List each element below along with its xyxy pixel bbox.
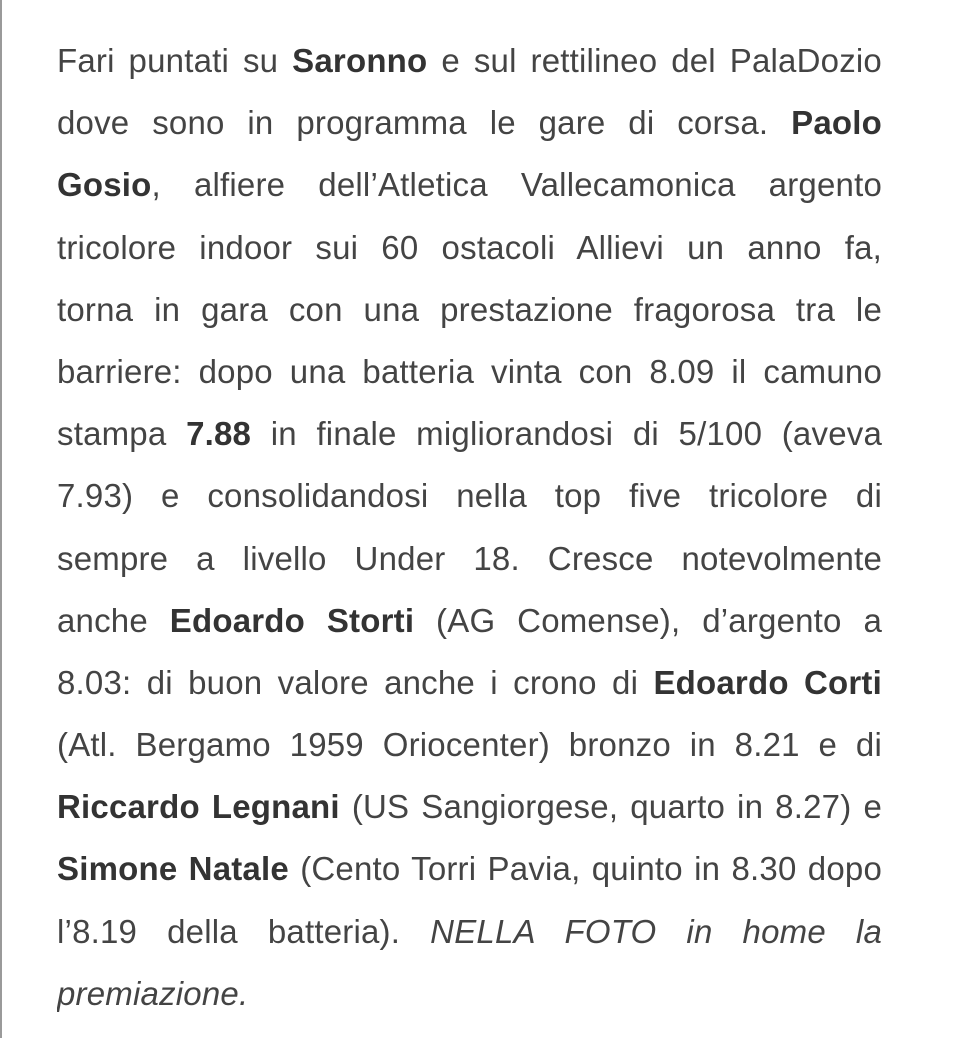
text-run: anche bbox=[57, 601, 170, 639]
text-line bbox=[57, 92, 882, 154]
bold-text: Simone Natale bbox=[57, 850, 289, 888]
text-line bbox=[57, 154, 882, 216]
text-run: stampa bbox=[57, 415, 187, 453]
bold-text: Edoardo Storti bbox=[169, 601, 415, 639]
text-line bbox=[57, 279, 882, 341]
text-run: tricolore indoor sui 60 ostacoli Allievi un anno fa, bbox=[57, 228, 882, 266]
text-line bbox=[57, 714, 882, 776]
bold-text: Paolo bbox=[791, 104, 882, 142]
text-run: 7.93) e consolidandosi nella top five tricolore di bbox=[57, 477, 882, 515]
text-run: 8.03: di buon valore anche i crono di bbox=[57, 663, 654, 701]
bold-text: Riccardo Legnani bbox=[57, 788, 340, 826]
text-line bbox=[57, 341, 882, 403]
text-run: barriere: dopo una batteria vinta con 8.09 il camuno bbox=[57, 352, 882, 390]
text-line bbox=[57, 590, 882, 652]
text-run: sempre a livello Under 18. Cresce notevolmente bbox=[57, 539, 882, 577]
text-line bbox=[57, 652, 882, 714]
text-line bbox=[57, 838, 882, 900]
bold-text: Gosio bbox=[57, 166, 152, 204]
text-run: Fari puntati su bbox=[57, 42, 293, 79]
text-run: (US Sangiorgese, quarto in 8.27) e bbox=[339, 788, 882, 826]
bold-text: Saronno bbox=[292, 42, 428, 79]
text-line bbox=[57, 403, 882, 465]
text-line bbox=[57, 30, 882, 92]
text-line bbox=[57, 963, 882, 1025]
text-run: (AG Comense), d’argento a bbox=[414, 601, 882, 639]
text-run: e sul rettilineo del PalaDozio bbox=[427, 42, 882, 79]
text-line bbox=[57, 217, 882, 279]
text-line bbox=[57, 776, 882, 838]
bold-text: Edoardo Corti bbox=[653, 663, 882, 701]
text-line bbox=[57, 528, 882, 590]
text-line bbox=[57, 901, 882, 963]
text-run: , alfiere dell’Atletica Vallecamonica argento bbox=[151, 166, 882, 204]
italic-text: premiazione. bbox=[57, 974, 249, 1012]
text-run: (Cento Torri Pavia, quinto in 8.30 dopo bbox=[288, 850, 882, 888]
text-run: torna in gara con una prestazione fragorosa tra le bbox=[57, 290, 882, 328]
text-run: dove sono in programma le gare di corsa. bbox=[57, 104, 792, 142]
text-run: (Atl. Bergamo 1959 Oriocenter) bronzo in 8.21 e di bbox=[57, 726, 882, 764]
text-run: l’8.19 della batteria). bbox=[57, 912, 431, 950]
bold-text: 7.88 bbox=[186, 415, 252, 453]
article-paragraph bbox=[57, 30, 882, 1025]
text-line bbox=[57, 465, 882, 527]
text-run: in finale migliorandosi di 5/100 (aveva bbox=[251, 415, 882, 453]
italic-text: NELLA FOTO in home la bbox=[430, 912, 882, 950]
